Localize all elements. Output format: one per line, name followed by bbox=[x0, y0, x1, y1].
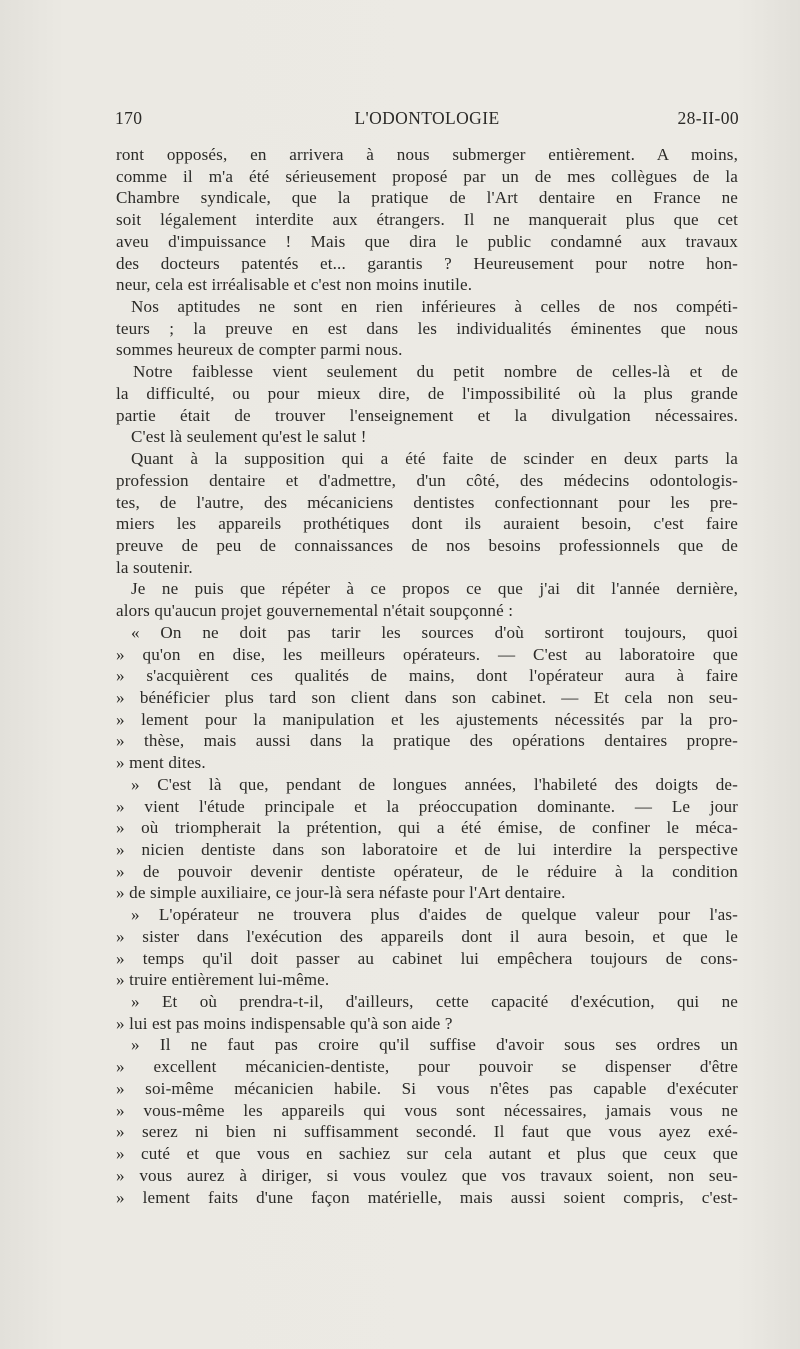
quote-line: » L'opérateur ne trouvera plus d'aides de quelque valeur pour l'as- bbox=[131, 905, 738, 925]
quote-line: » C'est là que, pendant de longues années, l'habileté des doigts de- bbox=[131, 774, 738, 794]
quote-line: » vous-même les appareils qui vous sont nécessaires, jamais vous ne bbox=[116, 1100, 738, 1120]
quote-line: » de pouvoir devenir dentiste opérateur, de le réduire à la condition bbox=[116, 861, 738, 881]
quote-line: « On ne doit pas tarir les sources d'où sortiront toujours, quoi bbox=[131, 622, 738, 642]
quote-line: » lement faits d'une façon matérielle, mais aussi soient compris, c'est- bbox=[116, 1187, 738, 1207]
quote-line: » lui est pas moins indispensable qu'à son aide ? bbox=[116, 1013, 453, 1033]
text-line: la difficulté, ou pour mieux dire, de l'impossibilité où la plus grande bbox=[116, 383, 738, 403]
quote-line: » temps qu'il doit passer au cabinet lui empêchera toujours de cons- bbox=[116, 948, 738, 968]
quote-line: » où triompherait la prétention, qui a été émise, de confiner le méca- bbox=[116, 818, 738, 838]
text-line: profession dentaire et d'admettre, d'un côté, des médecins odontologis- bbox=[116, 470, 738, 490]
text-line: neur, cela est irréalisable et c'est non moins inutile. bbox=[116, 275, 473, 295]
text-line: teurs ; la preuve en est dans les individualités éminentes que nous bbox=[116, 318, 738, 338]
quote-line: » lement pour la manipulation et les ajustements nécessités par la pro- bbox=[116, 709, 738, 729]
quote-line: » serez ni bien ni suffisamment secondé. Il faut que vous ayez exé- bbox=[116, 1122, 738, 1142]
text-line: C'est là seulement qu'est le salut ! bbox=[131, 427, 367, 447]
text-line: des docteurs patentés et... garantis ? Heureusement pour notre hon- bbox=[116, 253, 738, 273]
issue-date: 28-II-00 bbox=[677, 108, 739, 128]
quote-line: » de simple auxiliaire, ce jour-là sera néfaste pour l'Art dentaire. bbox=[116, 883, 566, 903]
quote-line: » ment dites. bbox=[116, 753, 206, 773]
text-line: Quant à la supposition qui a été faite de scinder en deux parts la bbox=[131, 449, 738, 469]
quote-line: » vous aurez à diriger, si vous voulez que vos travaux soient, non seu- bbox=[116, 1165, 738, 1185]
text-line: aveu d'impuissance ! Mais que dira le public condamné aux travaux bbox=[116, 231, 738, 251]
text-line: tes, de l'autre, des mécaniciens dentistes confectionnant pour les pre- bbox=[116, 492, 738, 512]
text-line: Chambre syndicale, que la pratique de l'Art dentaire en France ne bbox=[116, 188, 738, 208]
running-header bbox=[115, 108, 739, 134]
quote-line: » truire entièrement lui-même. bbox=[116, 970, 330, 990]
quote-line: » nicien dentiste dans son laboratoire et de lui interdire la perspective bbox=[116, 840, 738, 859]
quote-line: » qu'on en dise, les meilleurs opérateurs. — C'est au laboratoire que bbox=[116, 644, 738, 664]
quote-line: » Il ne faut pas croire qu'il suffise d'avoir sous ses ordres un bbox=[131, 1035, 738, 1055]
text-line: comme il m'a été sérieusement proposé par un de mes collègues de la bbox=[116, 166, 738, 186]
text-line: soit légalement interdite aux étrangers. Il ne manquerait plus que cet bbox=[116, 210, 738, 230]
text-line: partie était de trouver l'enseignement et la divulgation nécessaires. bbox=[116, 405, 738, 425]
page-number: 170 bbox=[115, 108, 143, 128]
body-text bbox=[116, 144, 738, 1208]
text-line: alors qu'aucun projet gouvernemental n'était soupçonné : bbox=[116, 601, 514, 621]
quote-line: » excellent mécanicien-dentiste, pour pouvoir se dispenser d'être bbox=[116, 1057, 738, 1077]
quote-line: » s'acquièrent ces qualités de mains, dont l'opérateur aura à faire bbox=[116, 666, 738, 686]
journal-title: L'ODONTOLOGIE bbox=[354, 108, 500, 128]
text-line: Je ne puis que répéter à ce propos ce que j'ai dit l'année dernière, bbox=[131, 579, 738, 599]
text-line: preuve de peu de connaissances de nos besoins professionnels que de bbox=[116, 535, 738, 555]
text-line: ront opposés, en arrivera à nous submerger entièrement. A moins, bbox=[116, 145, 738, 164]
text-line: Notre faiblesse vient seulement du petit nombre de celles-là et de bbox=[133, 362, 738, 382]
text-line: sommes heureux de compter parmi nous. bbox=[116, 340, 403, 360]
text-line: la soutenir. bbox=[116, 557, 193, 577]
quote-line: » bénéficier plus tard son client dans son cabinet. — Et cela non seu- bbox=[116, 687, 738, 707]
quote-line: » vient l'étude principale et la préoccupation dominante. — Le jour bbox=[116, 796, 738, 816]
text-line: miers les appareils prothétiques dont ils auraient besoin, c'est faire bbox=[116, 514, 738, 534]
quote-line: » sister dans l'exécution des appareils dont il aura besoin, et que le bbox=[116, 926, 738, 946]
text-line: Nos aptitudes ne sont en rien inférieures à celles de nos compéti- bbox=[131, 297, 738, 317]
quote-line: » Et où prendra-t-il, d'ailleurs, cette capacité d'exécution, qui ne bbox=[131, 992, 738, 1012]
quote-line: » cuté et que vous en sachiez sur cela autant et plus que ceux que bbox=[116, 1144, 738, 1164]
quote-line: » thèse, mais aussi dans la pratique des opérations dentaires propre- bbox=[116, 731, 738, 751]
quote-line: » soi-même mécanicien habile. Si vous n'êtes pas capable d'exécuter bbox=[116, 1078, 738, 1098]
